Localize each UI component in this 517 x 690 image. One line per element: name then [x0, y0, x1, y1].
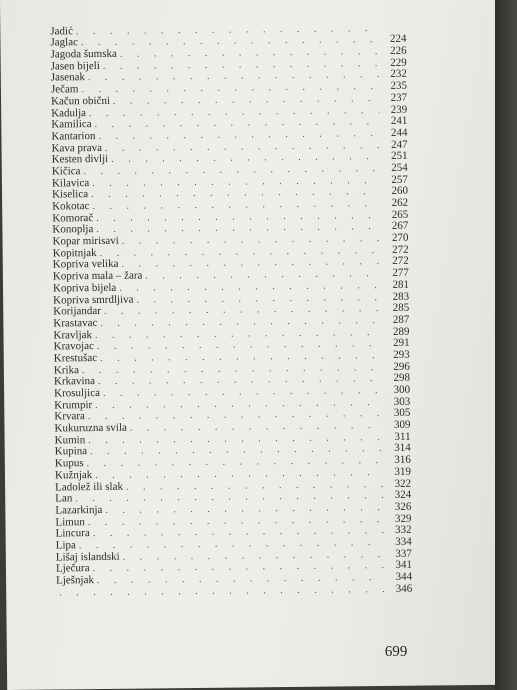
- entry-page: 277: [392, 266, 409, 280]
- entry-name: Lješnjak: [56, 574, 95, 587]
- entry-name: Komorač: [52, 211, 94, 225]
- entry-page: 287: [392, 313, 410, 326]
- entry-name: Kesten divlji: [51, 153, 109, 166]
- entry-name: Kičica: [51, 165, 81, 178]
- entry-name: Korijandar: [53, 305, 101, 318]
- entry-page: 270: [391, 231, 409, 244]
- entry-page: 337: [395, 547, 412, 560]
- entry-name: Krestušac: [53, 351, 98, 365]
- entry-name: Lazarkinja: [55, 503, 103, 517]
- entry-name: Ječam: [50, 83, 79, 96]
- entry-page: 289: [392, 325, 410, 338]
- index-entry: [56, 583, 412, 598]
- entry-page: 239: [390, 103, 408, 116]
- entry-page: 322: [394, 477, 412, 490]
- entry-name: Kužnjak: [54, 468, 93, 482]
- entry-name: Krvara: [54, 410, 85, 423]
- entry-page: 303: [393, 395, 411, 408]
- entry-page: 265: [391, 208, 409, 221]
- entry-page: 244: [390, 126, 408, 139]
- entry-name: Kupus: [54, 457, 84, 470]
- entry-page: 247: [390, 138, 408, 151]
- entry-name: Konoplja: [52, 223, 94, 236]
- dot-leader: [59, 585, 384, 598]
- entry-name: Kadulja: [51, 106, 87, 119]
- entry-page: 272: [392, 243, 409, 256]
- entry-page: 305: [393, 407, 411, 420]
- entry-page: 257: [391, 173, 408, 186]
- entry-name: Krosuljica: [54, 386, 101, 400]
- entry-page: 324: [394, 488, 412, 502]
- entry-page: 241: [390, 114, 408, 128]
- entry-name: Lipa: [55, 539, 76, 552]
- entry-name: Krika: [53, 363, 79, 377]
- entry-name: Kravljak: [53, 328, 93, 342]
- book-spine-shadow: [495, 0, 517, 690]
- entry-page: 341: [395, 559, 413, 572]
- entry-page: 272: [392, 255, 409, 268]
- entry-page: 283: [392, 290, 410, 303]
- entry-name: Krkavina: [53, 375, 95, 388]
- entry-name: Jaglac: [50, 36, 78, 49]
- entry-page: 229: [390, 56, 407, 69]
- entry-page: 314: [394, 442, 411, 455]
- entry-name: Kantarion: [51, 129, 96, 143]
- entry-name: Kopriva bijela: [52, 281, 117, 295]
- entry-page: 319: [394, 465, 412, 478]
- entry-name: Kopriva mala – žara: [52, 269, 143, 283]
- entry-page: 254: [391, 161, 408, 174]
- entry-name: Kupina: [54, 445, 88, 458]
- entry-page: 226: [389, 44, 407, 57]
- page-number: 699: [384, 643, 408, 661]
- entry-name: Lan: [55, 492, 73, 505]
- entry-name: Krastavac: [53, 316, 98, 330]
- entry-page: 300: [393, 383, 411, 396]
- entry-page: 232: [390, 68, 407, 81]
- entry-page: 329: [394, 512, 412, 525]
- entry-name: Kiselica: [51, 188, 89, 201]
- entry-name: Kamilica: [51, 118, 92, 131]
- entry-page: 293: [393, 348, 410, 361]
- entry-name: Lišaj islandski: [55, 550, 120, 564]
- entry-name: Jasenak: [50, 71, 86, 84]
- entry-page: 296: [393, 360, 410, 373]
- entry-page: 309: [393, 418, 411, 431]
- entry-name: Lincura: [55, 527, 90, 540]
- entry-page: 224: [389, 33, 407, 46]
- entry-name: Lječura: [55, 562, 90, 575]
- entry-name: Ladolež ili slak: [55, 480, 123, 493]
- entry-name: Kopitnjak: [52, 246, 97, 260]
- entry-name: Kumin: [54, 433, 86, 447]
- entry-name: Kokotac: [52, 200, 90, 213]
- entry-page: 298: [393, 372, 411, 385]
- entry-page: 316: [394, 453, 411, 467]
- entry-page: 311: [394, 430, 411, 443]
- entry-name: Kukuruzna svila: [54, 421, 127, 435]
- entry-page: 344: [395, 570, 413, 583]
- entry-page: 235: [390, 79, 407, 93]
- entry-name: Krumpir: [54, 398, 93, 412]
- entry-name: Jadić: [50, 24, 74, 38]
- entry-page: 251: [391, 149, 408, 163]
- entry-name: Kačun obični: [51, 94, 111, 108]
- entry-page: 334: [395, 535, 412, 548]
- entry-name: Jasen bijeli: [50, 59, 100, 73]
- entry-name: Kava prava: [51, 141, 103, 155]
- entry-name: Kopriva smrdljiva: [53, 293, 134, 306]
- entry-name: Kilavica: [51, 176, 90, 190]
- entry-name: Jagoda šumska: [50, 47, 117, 61]
- entry-page: 346: [395, 582, 413, 595]
- index-list: [50, 22, 412, 598]
- entry-page: 281: [392, 278, 410, 291]
- entry-name: Limun: [55, 515, 85, 529]
- entry-name: Kopriva velika: [52, 258, 119, 271]
- entry-page: 260: [391, 185, 409, 198]
- entry-name: Kravojac: [53, 340, 95, 353]
- entry-page: 291: [393, 336, 410, 350]
- entry-page: 332: [395, 523, 412, 537]
- entry-page: 262: [391, 196, 409, 209]
- entry-page: 326: [394, 500, 412, 513]
- entry-page: 267: [391, 220, 409, 233]
- entry-name: Kopar mirisavi: [52, 234, 119, 248]
- entry-page: 237: [390, 91, 408, 104]
- entry-page: 285: [392, 301, 410, 315]
